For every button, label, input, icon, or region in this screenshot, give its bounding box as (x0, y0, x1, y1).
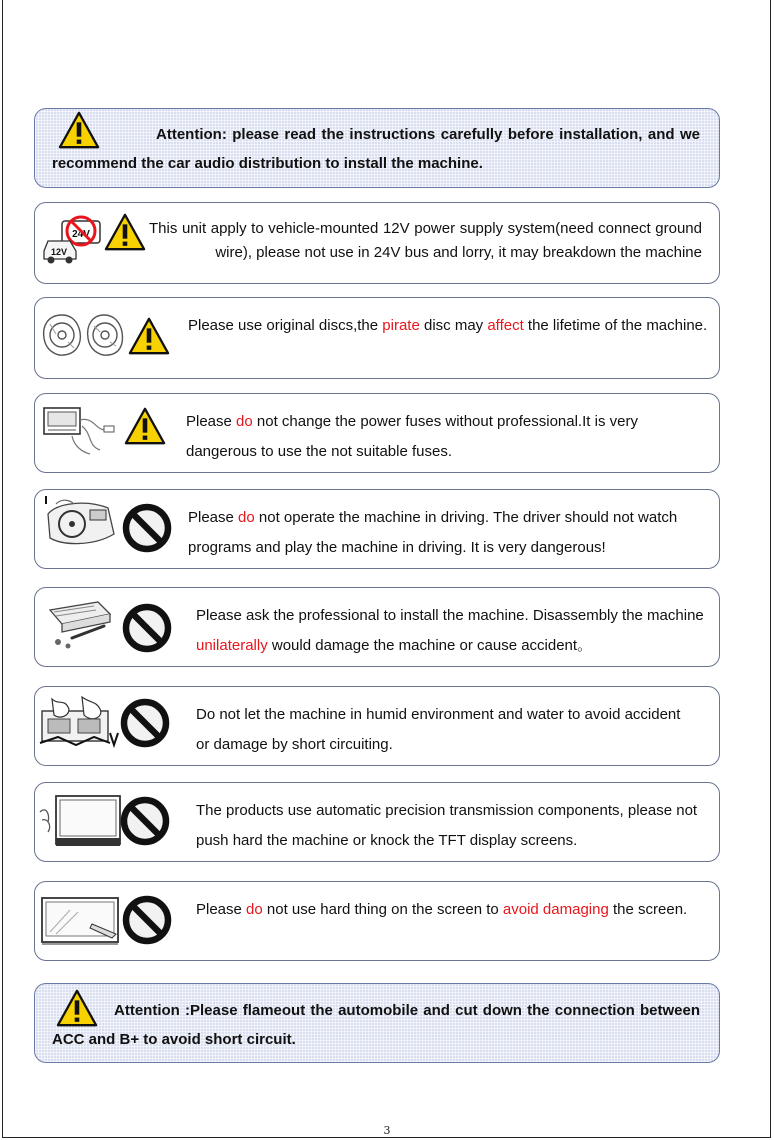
label-24v: 24V (72, 229, 90, 240)
warning-word: do (238, 509, 255, 526)
stylus-screen-icon (40, 894, 124, 948)
driving-text: Please do not operate the machine in driving. The driver should not watch programs and play the machine in driving. It is very dangerous! (188, 509, 678, 556)
warning-triangle-icon (124, 406, 166, 446)
screen-text: Please do not use hard thing on the screen to avoid damaging the screen. (196, 901, 688, 918)
no-entry-icon (120, 698, 170, 748)
hand-push-icon (38, 792, 124, 850)
discs-text: Please use original discs,the pirate disc may affect the lifetime of the machine. (188, 317, 708, 334)
warning-word: do (246, 901, 263, 918)
attention-top-text: Attention: please read the instructions carefully before installation, and we recommend the car audio distribution to install the machine. (52, 126, 700, 172)
warning-word: affect (487, 317, 524, 334)
warning-word: pirate (382, 317, 420, 334)
page-border-right (770, 0, 771, 1138)
no-entry-icon (122, 603, 172, 653)
power-supply-text: This unit apply to vehicle-mounted 12V power supply system(need connect ground wire), please not use in 24V bus and lorry, it may breakdown the machine (149, 220, 702, 261)
page-border-left (2, 0, 3, 1138)
no-entry-icon (122, 503, 172, 553)
page-number: 3 (383, 1124, 391, 1137)
page-border-bottom (2, 1137, 771, 1138)
car-power-icon (40, 209, 106, 267)
label-12v: 12V (51, 247, 68, 257)
fuses-text: Please do not change the power fuses without professional.It is very dangerous to use the not suitable fuses. (186, 413, 638, 460)
warning-word: do (236, 413, 253, 430)
warning-word: unilaterally (196, 637, 268, 654)
water-icon (38, 693, 124, 751)
attention-bottom-text: Attention :Please flameout the automobile and cut down the connection between ACC and B+ to avoid short circuit. (52, 1002, 700, 1048)
installation-icon (44, 598, 116, 650)
driving-icon (44, 494, 118, 550)
installation-text: Please ask the professional to install the machine. Disassembly the machine unilaterally would damage the machine or cause accident。 (196, 607, 704, 654)
precision-text: The products use automatic precision transmission components, please not push hard the machine or knock the TFT display screens. (196, 802, 698, 849)
humid-text: Do not let the machine in humid environment and water to avoid accident or damage by short circuiting. (196, 706, 681, 753)
warning-word: avoid damaging (502, 901, 609, 918)
no-entry-icon (122, 895, 172, 945)
warning-triangle-icon (128, 316, 170, 356)
fuse-icon (42, 402, 118, 458)
no-entry-icon (120, 796, 170, 846)
discs-icon (40, 312, 126, 358)
